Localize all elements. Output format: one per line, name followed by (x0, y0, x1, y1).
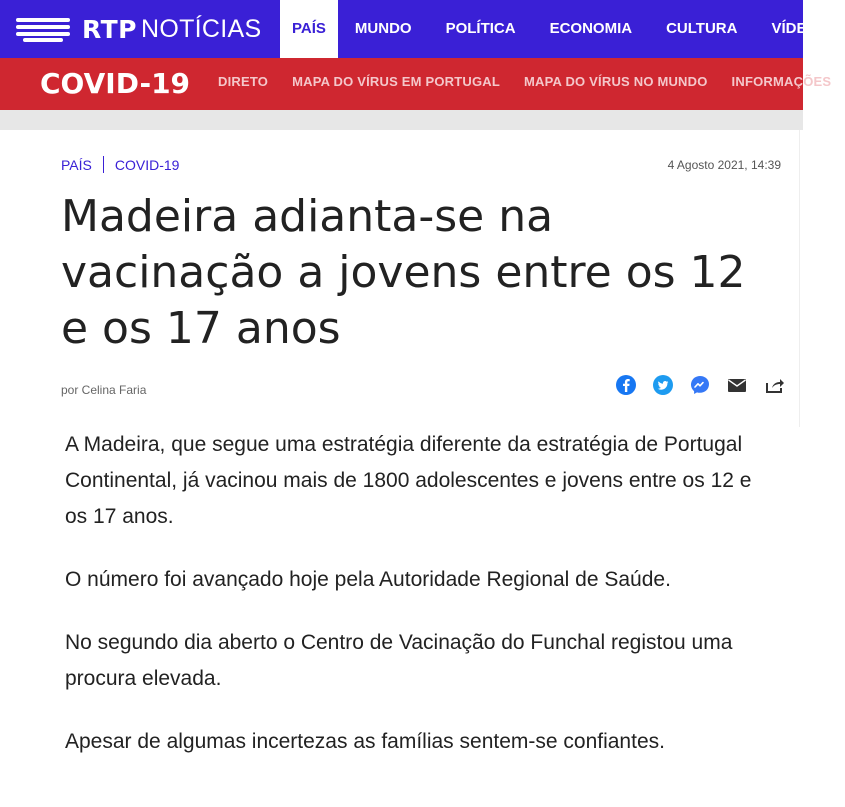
share-icon[interactable] (762, 373, 786, 397)
covid-nav (206, 58, 843, 106)
article-paragraph: O número foi avançado hoje pela Autoridade Regional de Saúde. (65, 568, 671, 591)
email-icon[interactable] (725, 373, 749, 397)
article-paragraph: A Madeira, que segue uma estratégia diferente da estratégia de Portugal Continental, já vacinou mais de 1800 adolescentes e jovens entre os 12 e os 17 anos. (65, 433, 752, 528)
share-bar (614, 373, 799, 397)
nav-politica[interactable]: POLÍTICA (445, 20, 516, 37)
breadcrumb-pais[interactable]: PAÍS (61, 156, 92, 173)
nav-cultura[interactable]: CULTURA (666, 20, 738, 37)
breadcrumb-divider (103, 156, 104, 173)
separator-band (0, 110, 803, 130)
covid-nav-direto[interactable]: DIRETO (218, 74, 269, 89)
twitter-icon[interactable] (651, 373, 675, 397)
rtp-logo[interactable] (14, 13, 261, 45)
logo-rtp-text: RTP (82, 14, 138, 44)
covid-subnav (0, 58, 832, 110)
covid-title[interactable]: COVID-19 (40, 67, 191, 100)
covid-nav-informacoes[interactable]: INFORMAÇÕES (731, 74, 832, 89)
top-navbar (0, 0, 829, 58)
breadcrumb-covid[interactable]: COVID-19 (114, 156, 180, 173)
messenger-icon[interactable] (688, 373, 712, 397)
facebook-icon[interactable] (614, 373, 638, 397)
nav-economia[interactable]: ECONOMIA (549, 20, 633, 37)
nav-pais[interactable]: PAÍS (280, 0, 338, 58)
nav-videos[interactable]: VÍDEOS (771, 20, 829, 37)
main-nav (280, 0, 845, 58)
covid-nav-mapa-mundo[interactable]: MAPA DO VÍRUS NO MUNDO (524, 74, 708, 89)
article-title: Madeira adianta-se na vacinação a jovens entre os 12 e os 17 anos (61, 191, 746, 354)
article-paragraph: Apesar de algumas incertezas as famílias sentem-se confiantes. (65, 730, 665, 753)
breadcrumb (61, 156, 179, 173)
rtp-logo-icon (14, 16, 72, 42)
logo-noticias-text: NOTÍCIAS (141, 14, 262, 43)
covid-nav-mapa-portugal[interactable]: MAPA DO VÍRUS EM PORTUGAL (292, 74, 501, 89)
article-author: por Celina Faria (61, 383, 147, 397)
article-body (65, 427, 765, 787)
nav-mundo[interactable]: MUNDO (354, 20, 412, 37)
article-paragraph: No segundo dia aberto o Centro de Vacinação do Funchal registou uma procura elevada. (65, 631, 733, 690)
article-date: 4 Agosto 2021, 14:39 (667, 158, 781, 172)
